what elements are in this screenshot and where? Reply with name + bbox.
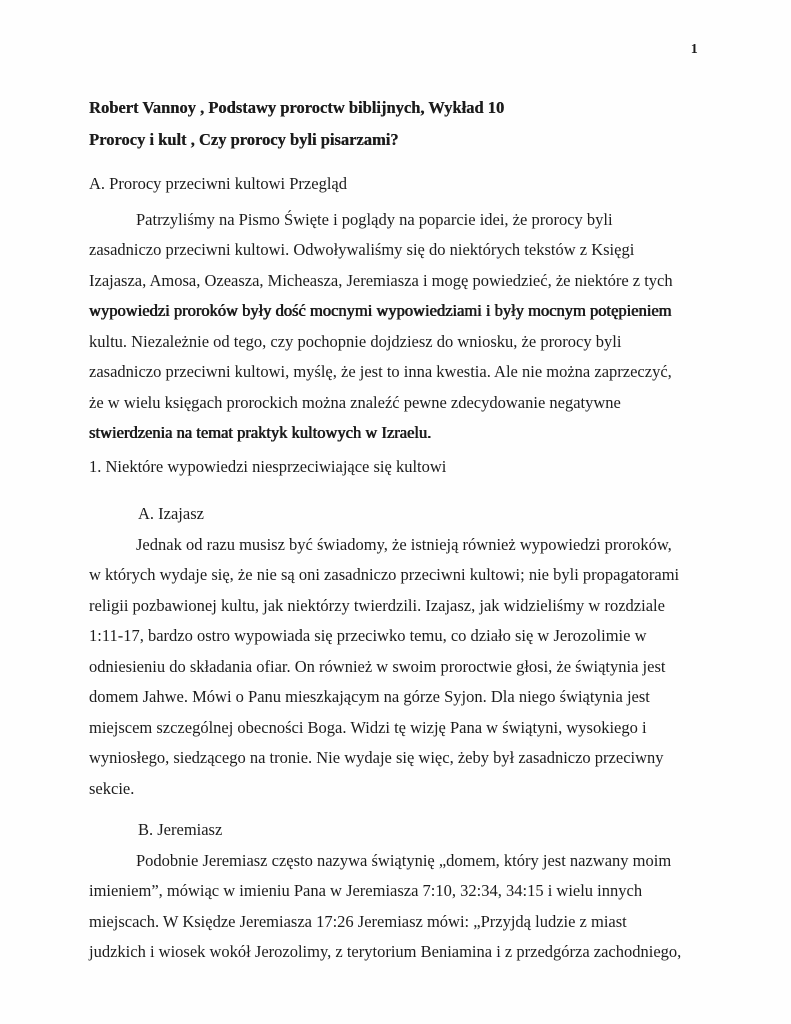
text-line: kultu. Niezależnie od tego, czy pochopnie dojdziesz do wniosku, że prorocy byli xyxy=(89,331,622,351)
text-line: miejscach. W Księdze Jeremiasza 17:26 Jeremiasz mówi: „Przyjdą ludzie z miast xyxy=(89,911,627,931)
subsection-jeremiasz-heading: B. Jeremiasz xyxy=(138,820,223,839)
text-line: religii pozbawionej kultu, jak niektórzy twierdzili. Izajasz, jak widzieliśmy w rozdziale xyxy=(89,595,665,615)
text-line: Robert Vannoy , Podstawy proroctw biblijnych, Wykład 10 xyxy=(89,98,505,117)
text-line: sekcie. xyxy=(89,778,135,798)
text-line: że w wielu księgach prorockich można znaleźć pewne zdecydowanie negatywne xyxy=(89,392,621,412)
paragraph-overview xyxy=(89,205,706,449)
text-line: Izajasza, Amosa, Ozeasza, Micheasza, Jeremiasza i mogę powiedzieć, że niektóre z tych xyxy=(89,270,673,290)
numbered-section-heading: 1. Niektóre wypowiedzi niesprzeciwiające się kultowi xyxy=(89,456,447,476)
text-line: stwierdzenia na temat praktyk kultowych w Izraelu. xyxy=(89,423,432,442)
text-line: wypowiedzi proroków były dość mocnymi wypowiedziami i były mocnym potępieniem xyxy=(89,301,672,320)
text-line: imieniem”, mówiąc w imieniu Pana w Jeremiasza 7:10, 32:34, 34:15 i wielu innych xyxy=(89,881,643,900)
page-number: 1 xyxy=(690,42,698,57)
text-line: w których wydaje się, że nie są oni zasadniczo przeciwni kultowi; nie byli propagatorami xyxy=(89,565,680,584)
subsection-izajasz-heading: A. Izajasz xyxy=(138,504,204,523)
document-title xyxy=(89,92,706,156)
text-line: 1:11-17, bardzo ostro wypowiada się przeciwko temu, co działo się w Jerozolimie w xyxy=(89,626,647,645)
section-a-overview-heading: A. Prorocy przeciwni kultowi Przegląd xyxy=(89,174,347,193)
paragraph-jeremiasz xyxy=(89,846,706,968)
text-line: Podobnie Jeremiasz często nazywa świątynię „domem, który jest nazwany moim xyxy=(136,850,672,870)
text-line: domem Jahwe. Mówi o Panu mieszkającym na górze Syjon. Dla niego świątynia jest xyxy=(89,687,650,706)
text-line: odniesieniu do składania ofiar. On również w swoim proroctwie głosi, że świątynia jest xyxy=(89,656,666,676)
text-line: zasadniczo przeciwni kultowi. Odwoływaliśmy się do niektórych tekstów z Księgi xyxy=(89,240,635,259)
text-line: miejscem szczególnej obecności Boga. Widzi tę wizję Pana w świątyni, wysokiego i xyxy=(89,717,647,737)
paragraph-izajasz xyxy=(89,530,706,805)
text-line: zasadniczo przeciwni kultowi, myślę, że jest to inna kwestia. Ale nie można zaprzeczyć, xyxy=(89,362,672,381)
text-line: Patrzyliśmy na Pismo Święte i poglądy na poparcie idei, że prorocy byli xyxy=(136,209,613,229)
text-line: Prorocy i kult , Czy prorocy byli pisarzami? xyxy=(89,130,399,149)
text-line: wyniosłego, siedzącego na tronie. Nie wydaje się więc, żeby był zasadniczo przeciwny xyxy=(89,748,664,767)
text-line: judzkich i wiosek wokół Jerozolimy, z terytorium Beniamina i z przedgórza zachodniego, xyxy=(89,942,682,961)
text-line: Jednak od razu musisz być świadomy, że istnieją również wypowiedzi proroków, xyxy=(136,534,672,554)
